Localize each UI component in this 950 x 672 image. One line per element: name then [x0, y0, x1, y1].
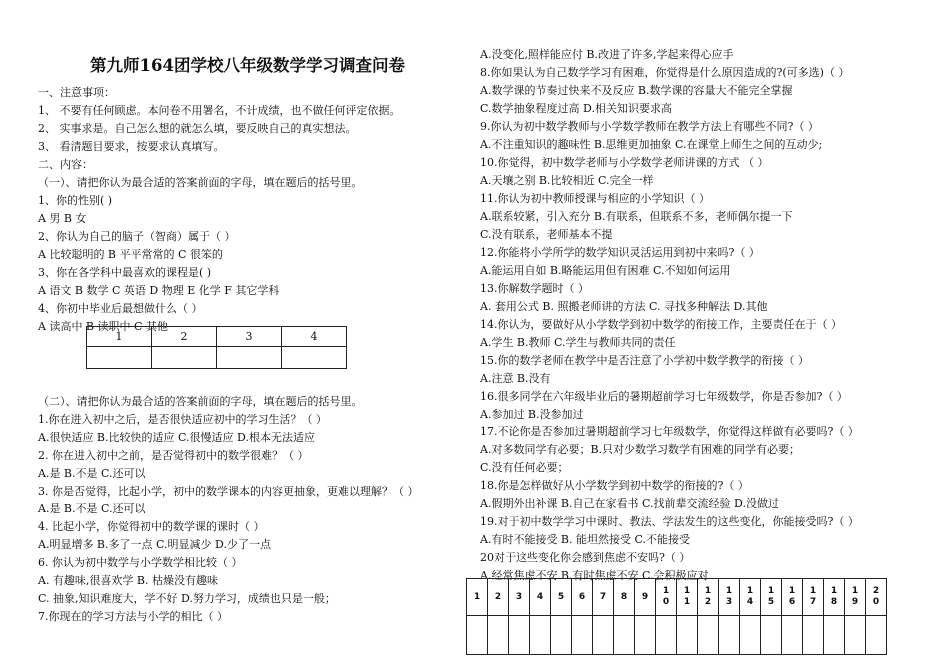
right-text-line: A.有时不能接受 B. 能坦然接受 C.不能接受 [480, 533, 691, 546]
answer-table-header [845, 579, 866, 616]
right-text-line: 8.你如果认为自己数学学习有困难，你觉得是什么原因造成的?(可多选)（ ） [480, 66, 850, 79]
answer-table-header [572, 579, 593, 616]
left-text-line: 1、 不要有任何顾虑。本问卷不用署名，不计成绩，也不做任何评定依据。 [38, 104, 401, 117]
answer-table-header [635, 579, 656, 616]
left-text-line: A.是 B.不是 C.还可以 [38, 502, 146, 515]
answer-cell[interactable] [572, 616, 593, 655]
q4-answer-cell[interactable] [87, 347, 152, 369]
answer-table-header [866, 579, 887, 616]
right-text-line: A.不注重知识的趣味性 B.思维更加抽象 C.在课堂上师生之间的互动少; [480, 138, 823, 151]
right-text-line: A.能运用自如 B.略能运用但有困难 C.不知如何运用 [480, 264, 731, 277]
right-text-line: A.学生 B.教师 C.学生与教师共同的责任 [480, 336, 676, 349]
answer-cell[interactable] [866, 616, 887, 655]
answer-table-header [530, 579, 551, 616]
left-text-line: C. 抽象,知识难度大，学不好 D.努力学习，成绩也只是一般； [38, 592, 336, 605]
answer-cell[interactable] [761, 616, 782, 655]
left-text-line: A 读高中 B 读职中 C 其他 [38, 320, 168, 333]
right-text-line: 9.你认为初中数学教师与小学数学教师在教学方法上有哪些不同?（ ） [480, 120, 819, 133]
answer-table-header-digit: 1 [725, 586, 733, 596]
left-text-line: 1、你的性别( ) [38, 194, 113, 207]
answer-table-header [698, 579, 719, 616]
right-text-line: 18.你是怎样做好从小学数学到初中数学的衔接的?（ ） [480, 479, 749, 492]
answer-table-header-digit: 1 [767, 586, 775, 596]
answer-table-header-digit: 4 [746, 597, 754, 607]
answer-table-header-digit: 3 [725, 597, 733, 607]
answer-cell[interactable] [488, 616, 509, 655]
q4-table-header: 1 [87, 327, 152, 347]
answer-table-header-digit: 1 [683, 586, 691, 596]
right-text-line: 17.不论你是否参加过暑期超前学习七年级数学，你觉得这样做有必要吗?（ ） [480, 425, 859, 438]
q4-answer-cell[interactable] [152, 347, 217, 369]
right-text-line: A. 套用公式 B. 照搬老师讲的方法 C. 寻找多种解法 D.其他 [480, 300, 768, 313]
answer-table-header-digit: 6 [578, 591, 586, 602]
right-text-line: A.经常焦虑不安 B.有时焦虑不安 C.会积极应对 [480, 569, 709, 582]
left-text-line: 4、你初中毕业后最想做什么（ ） [38, 302, 203, 315]
right-text-line: A.联系较紧，引入充分 B.有联系，但联系不多，老师偶尔提一下 [480, 210, 793, 223]
answer-table-header-digit: 1 [851, 586, 859, 596]
left-text-line: 1.你在进入初中之后，是否很快适应初中的学习生活？（ ） [38, 413, 327, 426]
page-title: 第九师164团学校八年级数学学习调查问卷 [90, 56, 405, 75]
right-text-line: 20对于这些变化你会感到焦虑不安吗?（ ） [480, 551, 691, 564]
right-text-line: A.数学课的节奏过快来不及反应 B.数学课的容量大不能完全掌握 [480, 84, 793, 97]
answer-cell[interactable] [803, 616, 824, 655]
right-text-line: A.天壤之别 B.比较相近 C.完全一样 [480, 174, 654, 187]
answer-table-header-digit: 1 [683, 597, 691, 607]
left-text-line: 7.你现在的学习方法与小学的相比（ ） [38, 610, 228, 623]
right-text-line: 12.你能将小学所学的数学知识灵活运用到初中来吗?（ ） [480, 246, 760, 259]
answer-table-header [740, 579, 761, 616]
answer-table-header-digit: 0 [662, 597, 670, 607]
answer-table-header [761, 579, 782, 616]
q4-answer-cell[interactable] [217, 347, 282, 369]
answer-table-header-digit: 1 [662, 586, 670, 596]
left-text-line: 2、 实事求是。自己怎么想的就怎么填，要反映自己的真实想法。 [38, 122, 357, 135]
q4-answer-table [86, 326, 347, 369]
right-text-line: 15.你的数学老师在教学中是否注意了小学初中数学教学的衔接（ ） [480, 354, 809, 367]
answer-table-header-digit: 4 [536, 591, 544, 602]
answer-table-header-digit: 1 [788, 586, 796, 596]
answer-table-header-digit: 2 [494, 591, 502, 602]
right-text-line: A.对多数同学有必要；B.只对少数学习数学有困难的同学有必要； [480, 443, 801, 456]
left-text-line: A 比较聪明的 B 平平常常的 C 很笨的 [38, 248, 223, 261]
q4-answer-cell[interactable] [282, 347, 347, 369]
answer-table-header-digit: 1 [809, 586, 817, 596]
right-text-line: 13.你解数学题时（ ） [480, 282, 589, 295]
answer-table-header-digit: 9 [641, 591, 649, 602]
q4-table-header: 3 [217, 327, 282, 347]
answer-table-header-digit: 1 [746, 586, 754, 596]
answer-table-header-digit: 7 [599, 591, 607, 602]
right-text-line: A.注意 B.没有 [480, 372, 551, 385]
answer-table-header [719, 579, 740, 616]
answer-table [466, 578, 887, 655]
answer-cell[interactable] [677, 616, 698, 655]
left-text-line: 二、内容： [38, 158, 93, 171]
left-text-line: A 语文 B 数学 C 英语 D 物理 E 化学 F 其它学科 [38, 284, 280, 297]
left-text-line: A 男 B 女 [38, 212, 87, 225]
answer-table-header [614, 579, 635, 616]
left-text-line: 3、你在各学科中最喜欢的课程是( ) [38, 266, 212, 279]
right-text-line: A.参加过 B.没参加过 [480, 408, 584, 421]
answer-table-header [488, 579, 509, 616]
right-text-line: 14.你认为，要做好从小学数学到初中数学的衔接工作，主要责任在于（ ） [480, 318, 842, 331]
left-text-line: A. 有趣味,很喜欢学 B. 枯燥没有趣味 [38, 574, 219, 587]
answer-cell[interactable] [824, 616, 845, 655]
answer-table-header [803, 579, 824, 616]
left-text-line: 6. 你认为初中数学与小学数学相比较（ ） [38, 556, 243, 569]
answer-cell[interactable] [551, 616, 572, 655]
answer-cell[interactable] [740, 616, 761, 655]
answer-cell[interactable] [719, 616, 740, 655]
answer-cell[interactable] [635, 616, 656, 655]
answer-table-header [467, 579, 488, 616]
answer-table-header [677, 579, 698, 616]
right-text-line: C.数学抽象程度过高 D.相关知识要求高 [480, 102, 672, 115]
answer-cell[interactable] [614, 616, 635, 655]
answer-table-header-digit: 3 [515, 591, 523, 602]
right-text-line: A.假期外出补课 B.自己在家看书 C.找前辈交流经验 D.没做过 [480, 497, 779, 510]
right-text-line: A.没变化,照样能应付 B.改进了许多,学起来得心应手 [480, 48, 734, 61]
answer-cell[interactable] [593, 616, 614, 655]
answer-cell[interactable] [698, 616, 719, 655]
left-text-line: A.很快适应 B.比较快的适应 C.很慢适应 D.根本无法适应 [38, 431, 315, 444]
left-text-line: A.是 B.不是 C.还可以 [38, 467, 146, 480]
right-text-line: 19.对于初中数学学习中课时、教法、学法发生的这些变化，你能接受吗?（ ） [480, 515, 859, 528]
q4-table-header: 4 [282, 327, 347, 347]
left-text-line: 3. 你是否觉得，比起小学，初中的数学课本的内容更抽象，更难以理解？（ ） [38, 485, 419, 498]
right-text-line: C.没有任何必要； [480, 461, 569, 474]
left-text-line: （二）、请把你认为最合适的答案前面的字母，填在题后的括号里。 [38, 395, 363, 408]
left-text-line: （一）、请把你认为最合适的答案前面的字母，填在题后的括号里。 [38, 176, 363, 189]
answer-table-header-digit: 5 [557, 591, 565, 602]
left-text-line: 2、你认为自己的脑子（智商）属于（ ） [38, 230, 236, 243]
answer-cell[interactable] [845, 616, 866, 655]
answer-table-header-digit: 8 [620, 591, 628, 602]
q4-table-header: 2 [152, 327, 217, 347]
answer-table-header-digit: 7 [809, 597, 817, 607]
right-text-line: 10.你觉得，初中数学老师与小学数学老师讲课的方式 （ ） [480, 156, 769, 169]
answer-table-header-digit: 8 [830, 597, 838, 607]
answer-table-header [782, 579, 803, 616]
answer-table-header [593, 579, 614, 616]
answer-table-header [551, 579, 572, 616]
answer-table-header [509, 579, 530, 616]
answer-table-header-digit: 2 [704, 597, 712, 607]
answer-cell[interactable] [530, 616, 551, 655]
answer-table-header-digit: 9 [851, 597, 859, 607]
answer-cell[interactable] [782, 616, 803, 655]
right-text-line: 11.你认为初中教师授课与相应的小学知识（ ） [480, 192, 710, 205]
answer-table-header [656, 579, 677, 616]
answer-table-header-digit: 0 [872, 597, 880, 607]
answer-table-header [824, 579, 845, 616]
answer-table-header-digit: 2 [872, 586, 880, 596]
answer-cell[interactable] [656, 616, 677, 655]
right-text-line: 16.很多同学在六年级毕业后的暑期超前学习七年级数学，你是否参加?（ ） [480, 390, 848, 403]
answer-table-header-digit: 1 [830, 586, 838, 596]
left-text-line: 2. 你在进入初中之前，是否觉得初中的数学很难？（ ） [38, 449, 309, 462]
left-text-line: A.明显增多 B.多了一点 C.明显减少 D.少了一点 [38, 538, 271, 551]
right-text-line: C.没有联系，老师基本不提 [480, 228, 613, 241]
answer-table-header-digit: 6 [788, 597, 796, 607]
answer-cell[interactable] [509, 616, 530, 655]
answer-table-header-digit: 1 [473, 591, 481, 602]
answer-table-header-digit: 5 [767, 597, 775, 607]
left-text-line: 4. 比起小学，你觉得初中的数学课的课时（ ） [38, 520, 265, 533]
answer-table-header-digit: 1 [704, 586, 712, 596]
left-text-line: 一、注意事项： [38, 86, 115, 99]
answer-cell[interactable] [467, 616, 488, 655]
left-text-line: 3、 看清题目要求，按要求认真填写。 [38, 140, 225, 153]
